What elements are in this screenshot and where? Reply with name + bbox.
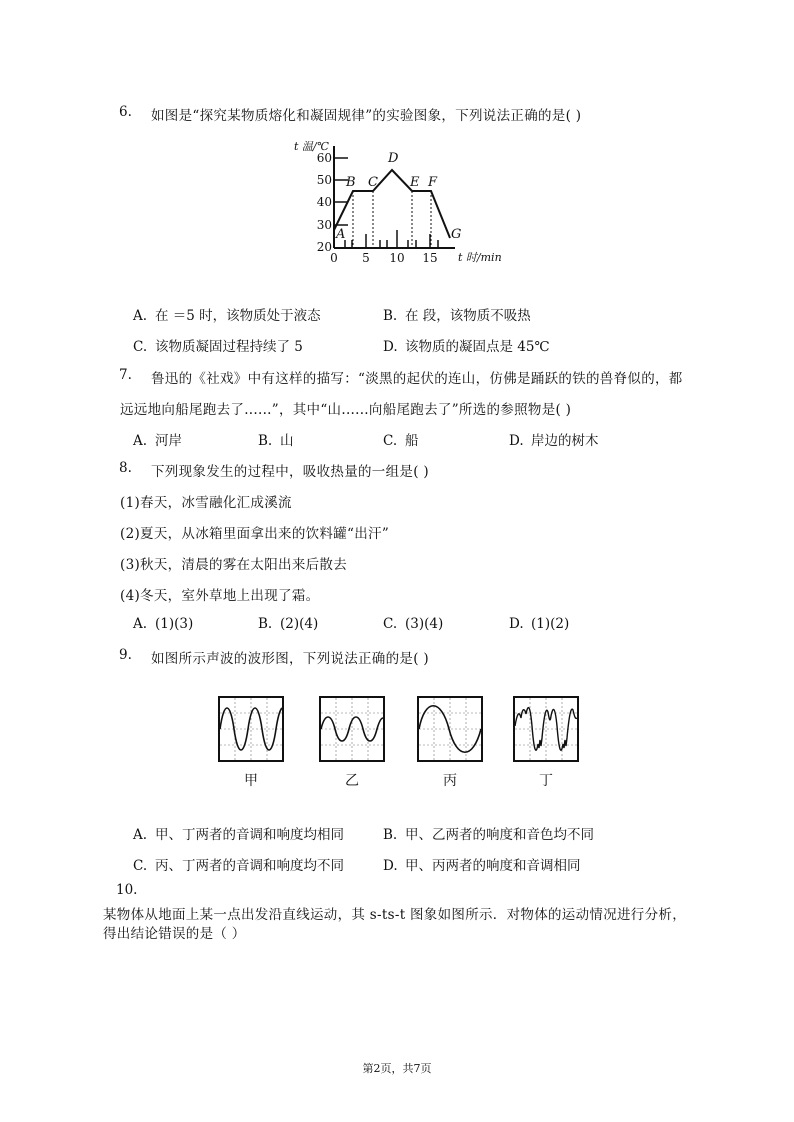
q9-stem: 如图所示声波的波形图，下列说法正确的是( ) [151,651,429,667]
option-letter: B. [383,827,398,843]
waveform-label-jia: 甲 [244,773,258,789]
q6-point-label: E [410,175,420,190]
option-letter: B. [258,433,273,449]
q6-option-c [133,335,303,355]
option-text: 在 ＝5 时，该物质处于液态 [155,308,321,324]
waveform-ding [513,696,579,762]
option-text: (1)(3) [155,616,194,632]
waveform-yi [319,696,385,762]
q6-option-a [133,304,321,324]
option-letter: A. [133,308,148,324]
option-letter: D. [383,858,398,874]
q8-item: (1)春天，冰雪融化汇成溪流 [120,495,292,511]
q10-number: 10. [116,882,138,898]
q7-stem-line1: 鲁迅的《社戏》中有这样的描写：“淡黑的起伏的连山，仿佛是踊跃的铁的兽脊似的，都 [151,371,683,387]
q6-y-tick: 40 [316,195,332,209]
option-text: 河岸 [155,433,182,449]
q8-option-c [383,616,443,632]
option-text: 甲、丁两者的音调和响度均相同 [155,827,344,843]
q10-stem-line1: 某物体从地面上某一点出发沿直线运动，其 s-ts-t 图象如图所示．对物体的运动情况进行分析， [103,907,687,923]
q7-stem-line2: 远远地向船尾跑去了......”，其中“山......向船尾跑去了”所选的参照物是( ) [120,402,572,418]
q9-option-b [383,823,594,843]
q10-stem-line2: 得出结论错误的是（ ） [103,926,246,942]
option-letter: A. [133,827,148,843]
q8-item: (2)夏天，从冰箱里面拿出来的饮料罐“出汗” [120,526,390,542]
q6-x-tick: 10 [389,251,405,265]
q7-option-a [133,429,182,449]
option-text: (2)(4) [280,616,319,632]
page-footer: 第2页，共7页 [362,1062,432,1075]
q8-option-d [509,616,569,632]
q8-stem: 下列现象发生的过程中，吸收热量的一组是( ) [151,464,429,480]
option-text: 在 段，该物质不吸热 [405,308,531,324]
q6-x-axis-label: t 时/min [458,251,502,264]
option-letter: C. [133,339,148,355]
option-text: 甲、乙两者的响度和音色均不同 [405,827,594,843]
option-text: 山 [280,433,294,449]
q9-option-d [383,854,581,874]
waveform-bing [417,696,483,762]
option-text: 该物质凝固过程持续了 5 [155,339,303,355]
q6-y-tick: 50 [316,173,332,187]
waveform-label-yi: 乙 [345,773,359,789]
q6-stem: 如图是“探究某物质熔化和凝固规律”的实验图象，下列说法正确的是( ) [151,108,582,124]
waveform-label-bing: 丙 [443,773,457,789]
q6-temperature-graph [290,138,520,268]
option-text: (3)(4) [405,616,444,632]
option-letter: D. [383,339,398,355]
q8-option-b [258,616,318,632]
option-letter: A. [133,433,148,449]
q7-option-b [258,429,294,449]
option-letter: B. [383,308,398,324]
q6-point-label: D [388,151,399,166]
q6-point-label: A [336,227,346,242]
option-text: 丙、丁两者的音调和响度均不同 [155,858,344,874]
q6-point-label: F [428,175,438,190]
option-letter: C. [133,858,148,874]
q9-option-a [133,823,344,843]
q8-item: (3)秋天，清晨的雾在太阳出来后散去 [120,557,348,573]
option-letter: D. [509,616,524,632]
q8-number: 8. [119,460,132,476]
q6-point-label: C [368,175,378,190]
q7-option-d [509,429,599,449]
q6-x-tick: 15 [422,251,438,265]
option-text: 船 [405,433,419,449]
q6-option-b [383,304,531,324]
option-letter: B. [258,616,273,632]
waveform-label-ding: 丁 [539,773,553,789]
q6-y-tick: 60 [316,151,332,165]
q6-number: 6. [119,104,132,120]
q8-option-a [133,616,193,632]
q9-number: 9. [119,647,132,663]
option-letter: D. [509,433,524,449]
option-text: (1)(2) [531,616,570,632]
option-letter: C. [383,616,398,632]
option-letter: C. [383,433,398,449]
q6-y-tick: 30 [316,218,332,232]
q6-y-axis-label: t 温/℃ [294,140,329,153]
q6-point-label: B [346,175,356,190]
q6-x-tick: 5 [362,251,370,265]
q6-option-d [383,335,550,355]
waveform-jia [218,696,284,762]
option-text: 该物质的凝固点是 45℃ [405,339,550,355]
option-text: 岸边的树木 [531,433,599,449]
q7-number: 7. [119,367,132,383]
option-text: 甲、丙两者的响度和音调相同 [405,858,581,874]
q6-y-tick: 20 [316,240,332,254]
q9-option-c [133,854,344,874]
option-letter: A. [133,616,148,632]
q8-item: (4)冬天，室外草地上出现了霜。 [120,588,320,604]
q7-option-c [383,429,419,449]
q6-x-tick: 0 [330,251,338,265]
q6-point-label: G [451,227,462,242]
